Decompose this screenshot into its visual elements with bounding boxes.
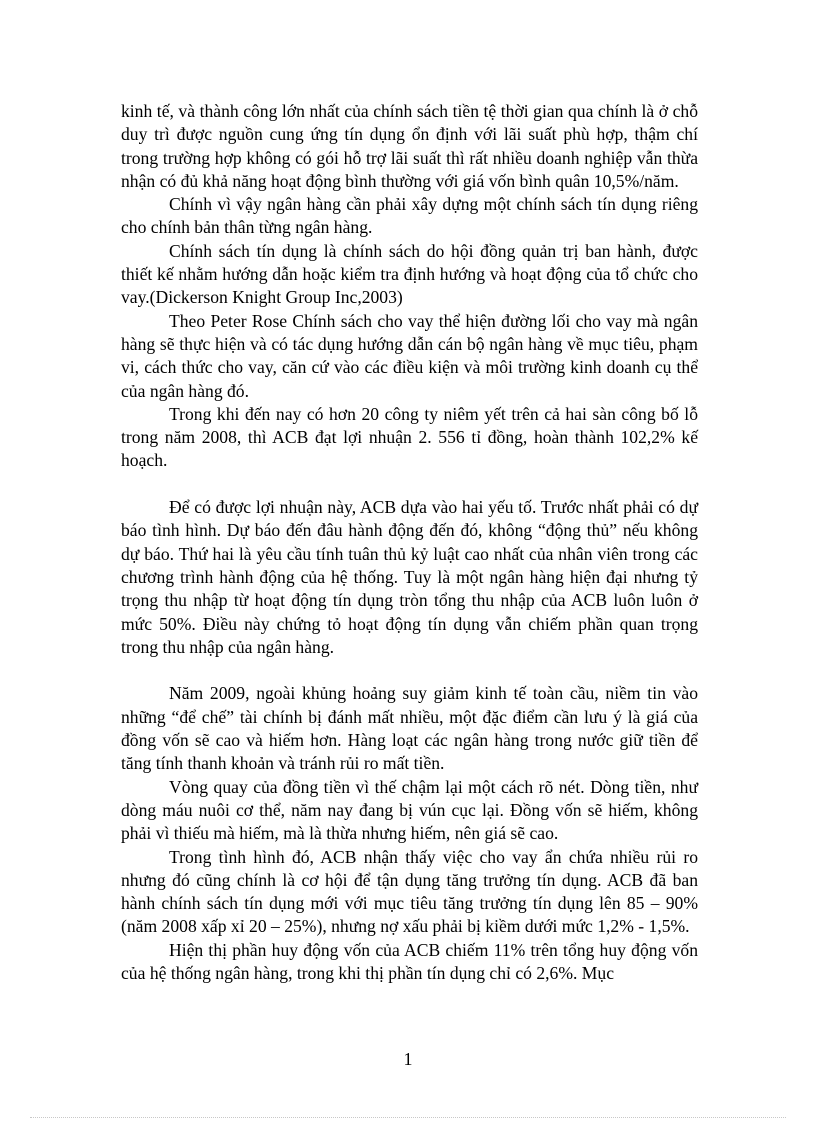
paragraph: kinh tế, và thành công lớn nhất của chính sách tiền tệ thời gian qua chính là ở chỗ duy trì được nguồn cung ứng tín dụng ổn định với lãi suất phù hợp, thậm chí trong trường hợp không có gói hỗ trợ lãi suất thì rất nhiều doanh nghiệp vẫn thừa nhận có đủ khả năng hoạt động bình thường với giá vốn bình quân 10,5%/năm. [121,101,698,191]
page-number: 1 [403,1049,413,1069]
paragraph: Để có được lợi nhuận này, ACB dựa vào hai yếu tố. Trước nhất phải có dự báo tình hình. Dự báo đến đâu hành động đến đó, không “động thủ” nếu không dự báo. Thứ hai là yêu cầu tính tuân thủ kỷ luật cao nhất của nhân viên trong các chương trình hành động của hệ thống. Tuy là một ngân hàng hiện đại nhưng tỷ trọng thu nhập từ hoạt động tín dụng tròn tổng thu nhập của ACB luôn luôn ở mức 50%. Điều này chứng tỏ hoạt động tín dụng vẫn chiếm phần quan trọng trong thu nhập của ngân hàng. [121,497,698,657]
paragraph: Trong khi đến nay có hơn 20 công ty niêm yết trên cả hai sàn công bố lỗ trong năm 2008, thì ACB đạt lợi nhuận 2. 556 tỉ đồng, hoàn thành 102,2% kế hoạch. [121,403,698,471]
paragraph: Vòng quay của đồng tiền vì thế chậm lại một cách rõ nét. Dòng tiền, như dòng máu nuôi cơ thể, năm nay đang bị vún cục lại. Đồng vốn sẽ hiếm, không phải vì thiếu mà hiếm, mà là thừa nhưng hiếm, nên giá sẽ cao. [121,776,698,844]
paragraph: Chính sách tín dụng là chính sách do hội đồng quản trị ban hành, được thiết kế nhằm hướng dẫn hoặc kiểm tra định hướng và hoạt động của tổ chức cho vay.(Dickerson Knight Group Inc,2003) [121,240,698,308]
paragraph: Chính vì vậy ngân hàng cần phải xây dựng một chính sách tín dụng riêng cho chính bản thân từng ngân hàng. [121,194,698,238]
paragraph: Năm 2009, ngoài khủng hoảng suy giảm kinh tế toàn cầu, niềm tin vào những “để chế” tài chính bị đánh mất nhiều, một đặc điểm cần lưu ý là giá của đồng vốn sẽ cao và hiếm hơn. Hàng loạt các ngân hàng trong nước giữ tiền để tăng tính thanh khoản và tránh rủi ro mất tiền. [121,683,698,774]
paragraph: Theo Peter Rose Chính sách cho vay thể hiện đường lối cho vay mà ngân hàng sẽ thực hiện và có tác dụng hướng dẫn cán bộ ngân hàng về mục tiêu, phạm vi, cách thức cho vay, căn cứ vào các điều kiện và môi trường kinh doanh cụ thể của ngân hàng đó. [121,310,698,401]
page-bottom-divider [30,1117,786,1118]
paragraph: Trong tình hình đó, ACB nhận thấy việc cho vay ẩn chứa nhiều rủi ro nhưng đó cũng chính là cơ hội để tận dụng tăng trưởng tín dụng. ACB đã ban hành chính sách tín dụng mới với mục tiêu tăng trưởng tín dụng lên 85 – 90% (năm 2008 xấp xỉ 20 – 25%), nhưng nợ xấu phải bị kiềm dưới mức 1,2% - 1,5%. [121,846,698,937]
document-body [121,100,698,985]
paragraph: Hiện thị phần huy động vốn của ACB chiếm 11% trên tổng huy động vốn của hệ thống ngân hàng, trong khi thị phần tín dụng chỉ có 2,6%. Mục [121,939,698,983]
